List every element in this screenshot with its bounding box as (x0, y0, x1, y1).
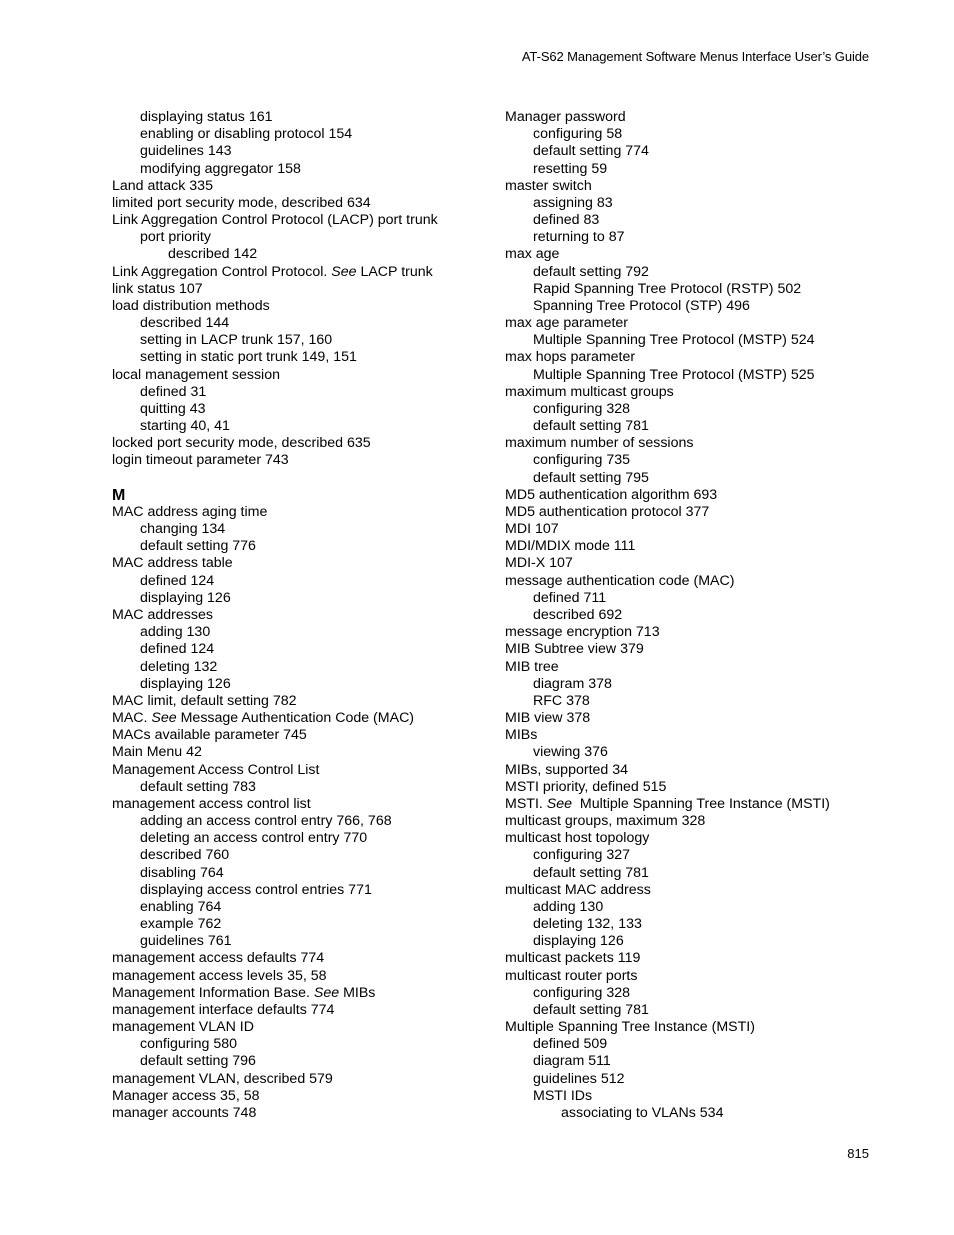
index-subentry: setting in static port trunk 149, 151 (140, 349, 357, 366)
index-entry: Land attack 335 (112, 177, 213, 194)
index-subentry: deleting 132, 133 (533, 916, 642, 933)
index-entry: Manager access 35, 58 (112, 1087, 260, 1104)
index-entry: MIB tree (505, 658, 559, 675)
index-entry: MD5 authentication protocol 377 (505, 503, 710, 520)
index-subentry: default setting 781 (533, 418, 649, 435)
index-entry: multicast packets 119 (505, 950, 641, 967)
index-subentry: guidelines 143 (140, 143, 232, 160)
index-entry: management VLAN ID (112, 1019, 254, 1036)
see-reference: See (151, 710, 177, 727)
index-subentry: port priority (140, 229, 211, 246)
index-subentry: example 762 (140, 916, 222, 933)
index-entry: multicast groups, maximum 328 (505, 813, 706, 830)
index-entry: Management Access Control List (112, 761, 320, 778)
index-entry: locked port security mode, described 635 (112, 435, 371, 452)
index-entry: management VLAN, described 579 (112, 1070, 333, 1087)
index-entry-target: Multiple Spanning Tree Instance (MSTI) (572, 795, 830, 812)
index-subentry: quitting 43 (140, 400, 206, 417)
index-subentry: guidelines 761 (140, 933, 232, 950)
index-subentry: described 142 (168, 246, 258, 263)
index-subentry: returning to 87 (533, 229, 625, 246)
index-subentry: defined 124 (140, 641, 215, 658)
index-entry-term: Link Aggregation Control Protocol. (112, 263, 332, 280)
index-entry-term: Management Information Base. (112, 984, 314, 1001)
index-subentry: deleting 132 (140, 658, 218, 675)
index-subentry: adding 130 (140, 624, 211, 641)
index-subentry: diagram 378 (533, 675, 612, 692)
index-subentry: defined 83 (533, 212, 600, 229)
index-subentry: configuring 328 (533, 984, 631, 1001)
index-subentry: Rapid Spanning Tree Protocol (RSTP) 502 (533, 280, 802, 297)
index-subentry: displaying access control entries 771 (140, 881, 372, 898)
index-subentry: displaying 126 (533, 933, 624, 950)
index-subentry: diagram 511 (533, 1053, 611, 1070)
index-entry: MIB view 378 (505, 710, 591, 727)
index-subentry: default setting 783 (140, 778, 256, 795)
index-column-right (505, 109, 885, 1122)
index-entry: load distribution methods (112, 297, 270, 314)
index-subentry: default setting 795 (533, 469, 649, 486)
index-subentry: defined 711 (533, 589, 607, 606)
index-subentry: RFC 378 (533, 692, 590, 709)
index-subentry: displaying 126 (140, 589, 231, 606)
index-subentry: configuring 580 (140, 1036, 238, 1053)
index-subentry: default setting 774 (533, 143, 649, 160)
index-subentry: described 144 (140, 315, 230, 332)
index-subentry: deleting an access control entry 770 (140, 830, 368, 847)
index-subentry: configuring 328 (533, 400, 631, 417)
index-subentry: configuring 327 (533, 847, 631, 864)
index-entry: MD5 authentication algorithm 693 (505, 486, 718, 503)
index-entry: Multiple Spanning Tree Instance (MSTI) (505, 1019, 755, 1036)
index-entry (505, 796, 885, 813)
index-section-heading: M (112, 486, 126, 504)
index-subentry: changing 134 (140, 521, 226, 538)
index-entry: MDI 107 (505, 521, 559, 538)
index-entry (112, 710, 492, 727)
index-entry: MIB Subtree view 379 (505, 641, 644, 658)
index-subentry: starting 40, 41 (140, 418, 230, 435)
index-subentry: adding an access control entry 766, 768 (140, 813, 392, 830)
index-entry: management interface defaults 774 (112, 1001, 335, 1018)
index-entry: max age (505, 246, 560, 263)
index-entry-target: MIBs (339, 984, 376, 1001)
index-subentry: adding 130 (533, 898, 604, 915)
index-entry: MDI/MDIX mode 111 (505, 538, 636, 555)
index-subentry: disabling 764 (140, 864, 224, 881)
index-subentry: viewing 376 (533, 744, 608, 761)
index-entry: MSTI priority, defined 515 (505, 778, 667, 795)
index-entry: max age parameter (505, 315, 629, 332)
index-subentry: default setting 792 (533, 263, 649, 280)
index-subentry: modifying aggregator 158 (140, 160, 301, 177)
index-subentry: Spanning Tree Protocol (STP) 496 (533, 297, 750, 314)
index-entry: limited port security mode, described 634 (112, 194, 371, 211)
index-entry: multicast MAC address (505, 881, 651, 898)
index-subentry: displaying 126 (140, 675, 231, 692)
index-subentry: resetting 59 (533, 160, 608, 177)
index-subentry: assigning 83 (533, 194, 613, 211)
index-column-left (112, 109, 492, 1122)
see-reference: See (331, 263, 357, 280)
index-subentry: associating to VLANs 534 (561, 1104, 724, 1121)
index-entry: multicast host topology (505, 830, 650, 847)
index-entry: MIBs (505, 727, 538, 744)
index-entry-term: MSTI. (505, 795, 547, 812)
index-entry: maximum number of sessions (505, 435, 694, 452)
index-subentry: enabling or disabling protocol 154 (140, 126, 353, 143)
index-subentry: setting in LACP trunk 157, 160 (140, 332, 333, 349)
index-entry: message authentication code (MAC) (505, 572, 735, 589)
index-entry: max hops parameter (505, 349, 636, 366)
index-entry-target: Message Authentication Code (MAC) (176, 710, 415, 727)
index-subentry: described 692 (533, 606, 623, 623)
index-subentry: described 760 (140, 847, 230, 864)
index-entry: master switch (505, 177, 592, 194)
index-entry: MAC address aging time (112, 503, 268, 520)
index-subentry: defined 31 (140, 383, 207, 400)
index-entry: maximum multicast groups (505, 383, 674, 400)
index-entry (112, 985, 492, 1002)
index-entry: MAC address table (112, 555, 233, 572)
index-subentry: enabling 764 (140, 898, 222, 915)
index-subentry: MSTI IDs (533, 1087, 593, 1104)
index-entry: message encryption 713 (505, 624, 660, 641)
index-subentry: default setting 781 (533, 1001, 649, 1018)
index-entry: management access levels 35, 58 (112, 967, 327, 984)
index-subentry: Multiple Spanning Tree Protocol (MSTP) 525 (533, 366, 815, 383)
index-subentry: guidelines 512 (533, 1070, 625, 1087)
index-entry: MDI-X 107 (505, 555, 573, 572)
see-reference: See (546, 795, 573, 812)
index-subentry: default setting 781 (533, 864, 649, 881)
index-subentry: default setting 776 (140, 538, 256, 555)
index-subentry: defined 509 (533, 1036, 608, 1053)
index-entry-term: MAC. (112, 710, 152, 727)
index-entry: multicast router ports (505, 967, 638, 984)
page-number: 815 (847, 1146, 869, 1161)
index-subentry: default setting 796 (140, 1053, 256, 1070)
index-entry: Manager password (505, 109, 626, 125)
index-entry (112, 264, 492, 281)
index-subentry: displaying status 161 (140, 109, 273, 125)
index-entry: MAC limit, default setting 782 (112, 692, 297, 709)
index-entry: management access control list (112, 795, 311, 812)
index-entry: local management session (112, 366, 280, 383)
index-entry: link status 107 (112, 280, 203, 297)
index-entry: management access defaults 774 (112, 950, 325, 967)
index-entry: login timeout parameter 743 (112, 452, 289, 469)
index-entry: MACs available parameter 745 (112, 727, 307, 744)
index-subentry: configuring 58 (533, 126, 623, 143)
see-reference: See (313, 984, 340, 1001)
index-subentry: Multiple Spanning Tree Protocol (MSTP) 524 (533, 332, 815, 349)
index-subentry: configuring 735 (533, 452, 631, 469)
running-header: AT-S62 Management Software Menus Interface User’s Guide (521, 49, 869, 64)
index-entry: Main Menu 42 (112, 744, 202, 761)
index-subentry: defined 124 (140, 572, 215, 589)
index-entry-target: LACP trunk (356, 263, 433, 280)
index-entry: MIBs, supported 34 (505, 761, 629, 778)
index-entry: MAC addresses (112, 606, 213, 623)
index-entry: Link Aggregation Control Protocol (LACP) port trunk (112, 212, 438, 229)
index-entry: manager accounts 748 (112, 1104, 257, 1121)
